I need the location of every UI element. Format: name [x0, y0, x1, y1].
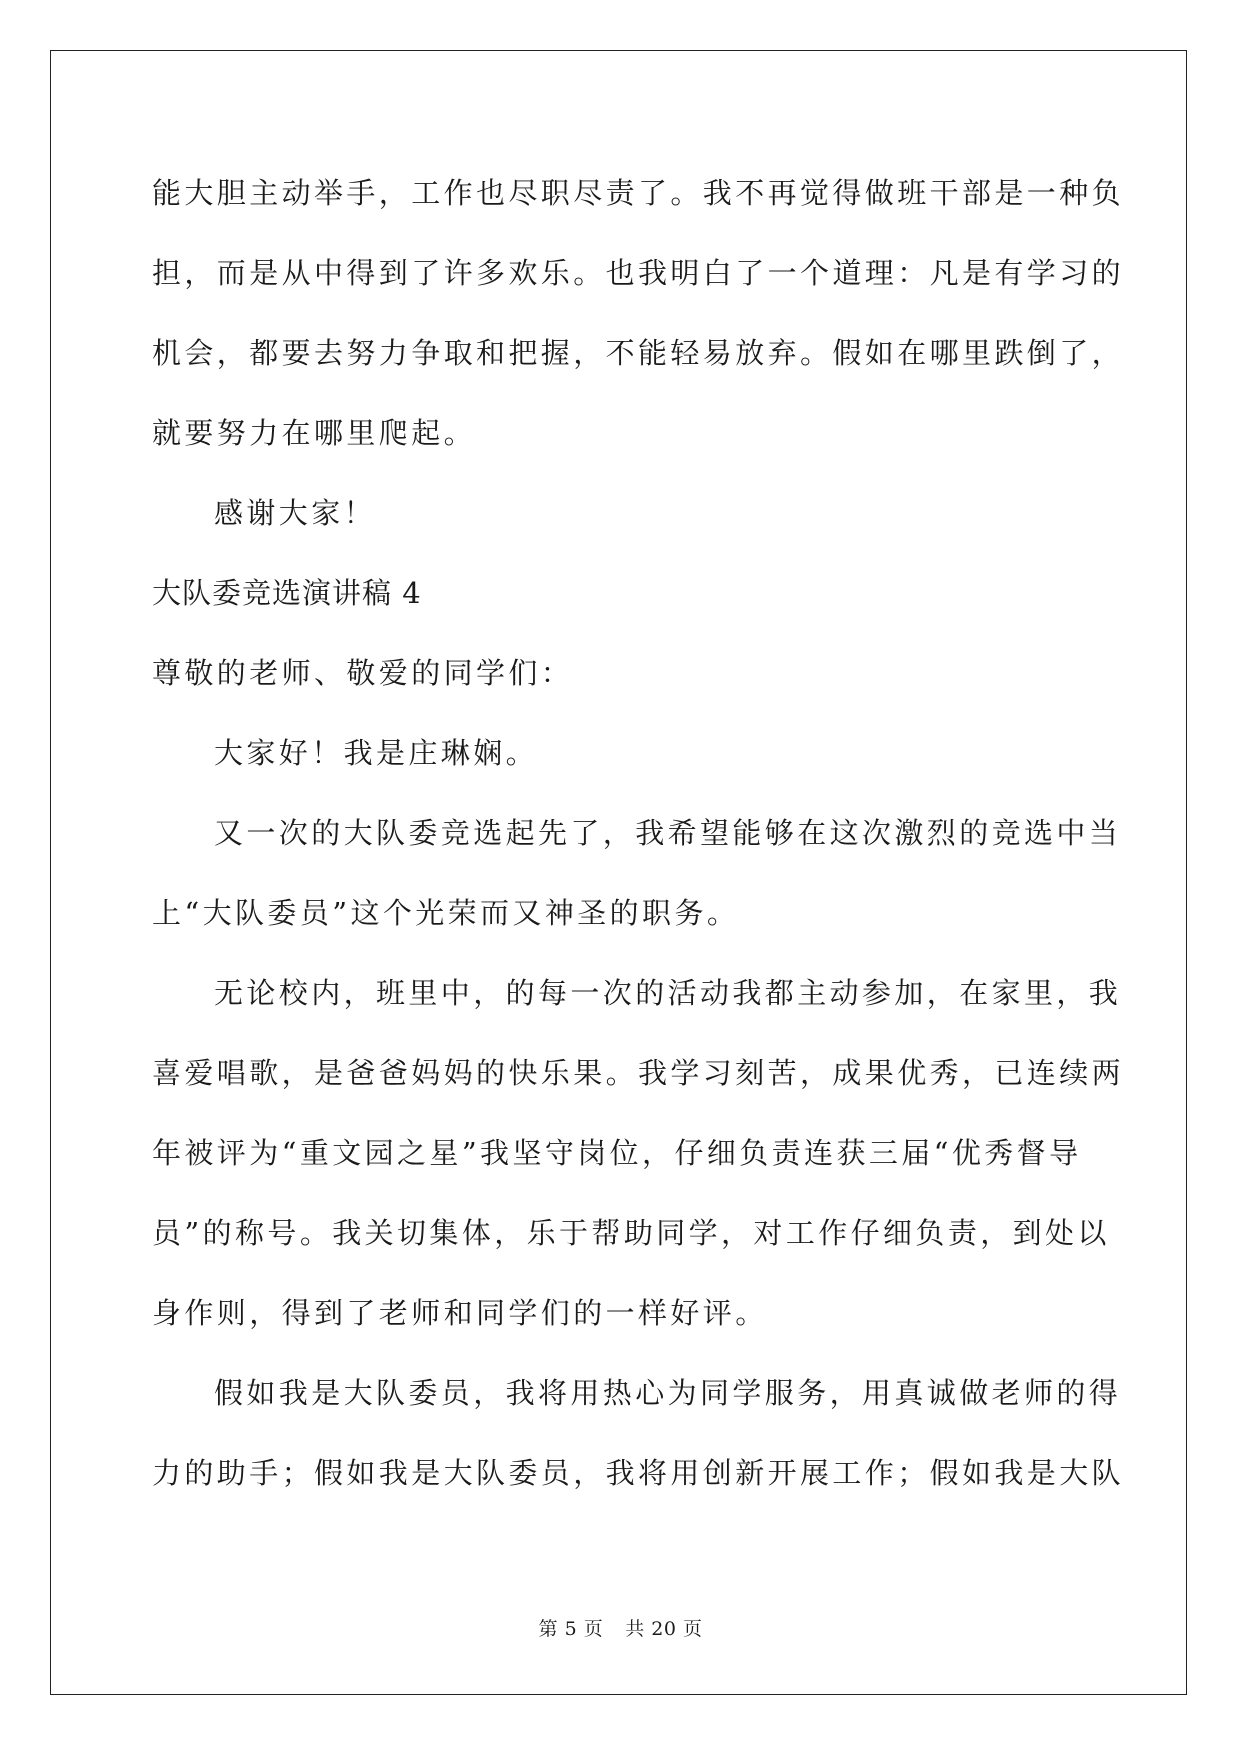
text-line: 担，而是从中得到了许多欢乐。也我明白了一个道理：凡是有学习的	[152, 256, 1125, 290]
section-heading: 大队委竞选演讲稿 4	[152, 576, 422, 610]
text-line: 年被评为“重文园之星”我坚守岗位，仔细负责连获三届“优秀督导	[152, 1136, 1082, 1170]
salutation: 尊敬的老师、敬爱的同学们：	[152, 656, 574, 690]
page-number: 第 5 页	[538, 1618, 604, 1640]
text-line: 喜爱唱歌，是爸爸妈妈的快乐果。我学习刻苦，成果优秀，已连续两	[152, 1056, 1125, 1090]
text-line: 上“大队委员”这个光荣而又神圣的职务。	[152, 896, 740, 930]
text-line: 身作则，得到了老师和同学们的一样好评。	[152, 1296, 768, 1330]
text-line: 假如我是大队委员，我将用热心为同学服务，用真诚做老师的得	[214, 1376, 1122, 1410]
text-line: 又一次的大队委竞选起先了，我希望能够在这次激烈的竞选中当	[214, 816, 1122, 850]
text-line: 就要努力在哪里爬起。	[152, 416, 477, 450]
text-line: 感谢大家！	[214, 496, 377, 530]
text-line: 大家好！我是庄琳娴。	[214, 736, 539, 770]
page-footer	[0, 1618, 1241, 1640]
text-line: 机会，都要去努力争取和把握，不能轻易放弃。假如在哪里跌倒了，	[152, 336, 1125, 370]
text-line: 员”的称号。我关切集体，乐于帮助同学，对工作仔细负责，到处以	[152, 1216, 1110, 1250]
page-border	[50, 50, 1187, 1695]
text-line: 力的助手；假如我是大队委员，我将用创新开展工作；假如我是大队	[152, 1456, 1125, 1490]
text-line: 无论校内，班里中，的每一次的活动我都主动参加，在家里，我	[214, 976, 1122, 1010]
text-line: 能大胆主动举手，工作也尽职尽责了。我不再觉得做班干部是一种负	[152, 176, 1125, 210]
page-total: 共 20 页	[625, 1618, 703, 1640]
